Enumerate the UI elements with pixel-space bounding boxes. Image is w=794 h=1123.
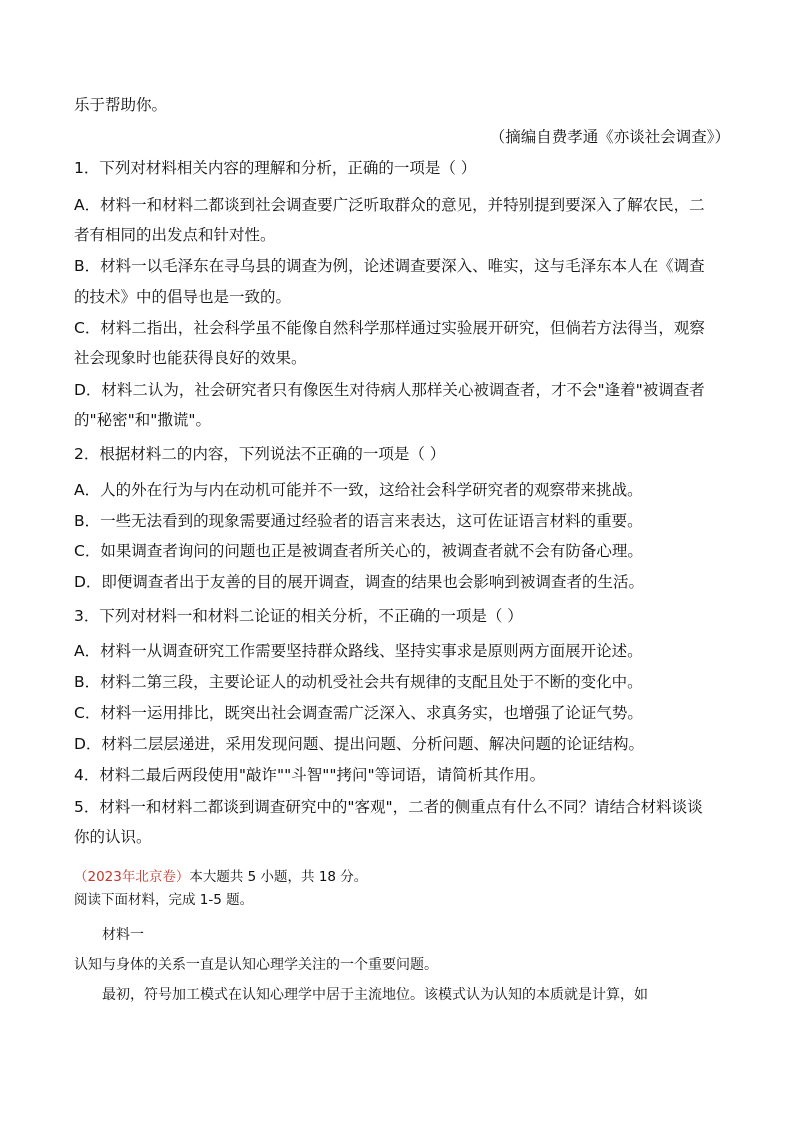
- q1-option-d-line1: D．材料二认为，社会研究者只有像医生对待病人那样关心被调查者，才不会"逢着"被调查者: [74, 381, 705, 399]
- q1-option-b-line2: 的技术》中的倡导也是一致的。: [74, 288, 292, 306]
- question-5-line1: 5．材料一和材料二都谈到调查研究中的"客观"，二者的侧重点有什么不同？请结合材料谈谈: [74, 798, 703, 816]
- q1-option-c-line1: C．材料二指出，社会科学虽不能像自然科学那样通过实验展开研究，但倘若方法得当，观察: [74, 319, 705, 337]
- q3-option-d: D．材料二层层递进，采用发现问题、提出问题、分析问题、解决问题的论证结构。: [74, 735, 644, 753]
- question-5-line2: 你的认识。: [74, 828, 152, 846]
- q2-option-b: B．一些无法看到的现象需要通过经验者的语言来表达，这可佐证语言材料的重要。: [74, 512, 643, 530]
- section-instruction: 阅读下面材料，完成 1-5 题。: [74, 892, 254, 908]
- question-4: 4．材料二最后两段使用"敲诈""斗智""拷问"等词语，请简析其作用。: [74, 766, 546, 784]
- question-3-stem: 3．下列对材料一和材料二论证的相关分析，不正确的一项是（ ）: [74, 607, 523, 625]
- q2-option-d: D．即便调查者出于友善的目的展开调查，调查的结果也会影响到被调查者的生活。: [74, 573, 644, 591]
- q2-option-c: C．如果调查者询问的问题也正是被调查者所关心的，被调查者就不会有防备心理。: [74, 542, 643, 560]
- q3-option-b: B．材料二第三段，主要论证人的动机受社会共有规律的支配且处于不断的变化中。: [74, 673, 643, 691]
- question-1-stem: 1．下列对材料相关内容的理解和分析，正确的一项是（ ）: [74, 159, 477, 177]
- section-header: [74, 866, 724, 888]
- q1-option-a-line2: 者有相同的出发点和针对性。: [74, 226, 276, 244]
- q1-option-d-line2: 的"秘密"和"撒谎"。: [74, 411, 212, 429]
- q3-option-a: A．材料一从调查研究工作需要坚持群众路线、坚持实事求是原则两方面展开论述。: [74, 642, 643, 660]
- q1-option-a-line1: A．材料一和材料二都谈到社会调查要广泛听取群众的意见，并特别提到要深入了解农民，二: [74, 196, 705, 214]
- question-2-stem: 2．根据材料二的内容，下列说法不正确的一项是（ ）: [74, 445, 446, 463]
- q1-option-b-line1: B．材料一以毛泽东在寻乌县的调查为例，论述调查要深入、唯实，这与毛泽东本人在《调查: [74, 257, 705, 275]
- source-note: （摘编自费孝通《亦谈社会调查》）: [489, 128, 730, 146]
- material-label: 材料一: [102, 927, 144, 943]
- year-tag: （2023年北京卷）: [74, 869, 190, 885]
- section-description: 本大题共 5 小题，共 18 分。: [189, 869, 368, 885]
- material-paragraph-2: 最初，符号加工模式在认知心理学中居于主流地位。该模式认为认知的本质就是计算，如: [102, 987, 648, 1003]
- q2-option-a: A．人的外在行为与内在动机可能并不一致，这给社会科学研究者的观察带来挑战。: [74, 481, 643, 499]
- q1-option-c-line2: 社会现象时也能获得良好的效果。: [74, 349, 307, 367]
- material-paragraph-1: 认知与身体的关系一直是认知心理学关注的一个重要问题。: [74, 957, 438, 973]
- q3-option-c: C．材料一运用排比，既突出社会调查需广泛深入、求真务实，也增强了论证气势。: [74, 704, 643, 722]
- top-fragment: 乐于帮助你。: [74, 96, 168, 114]
